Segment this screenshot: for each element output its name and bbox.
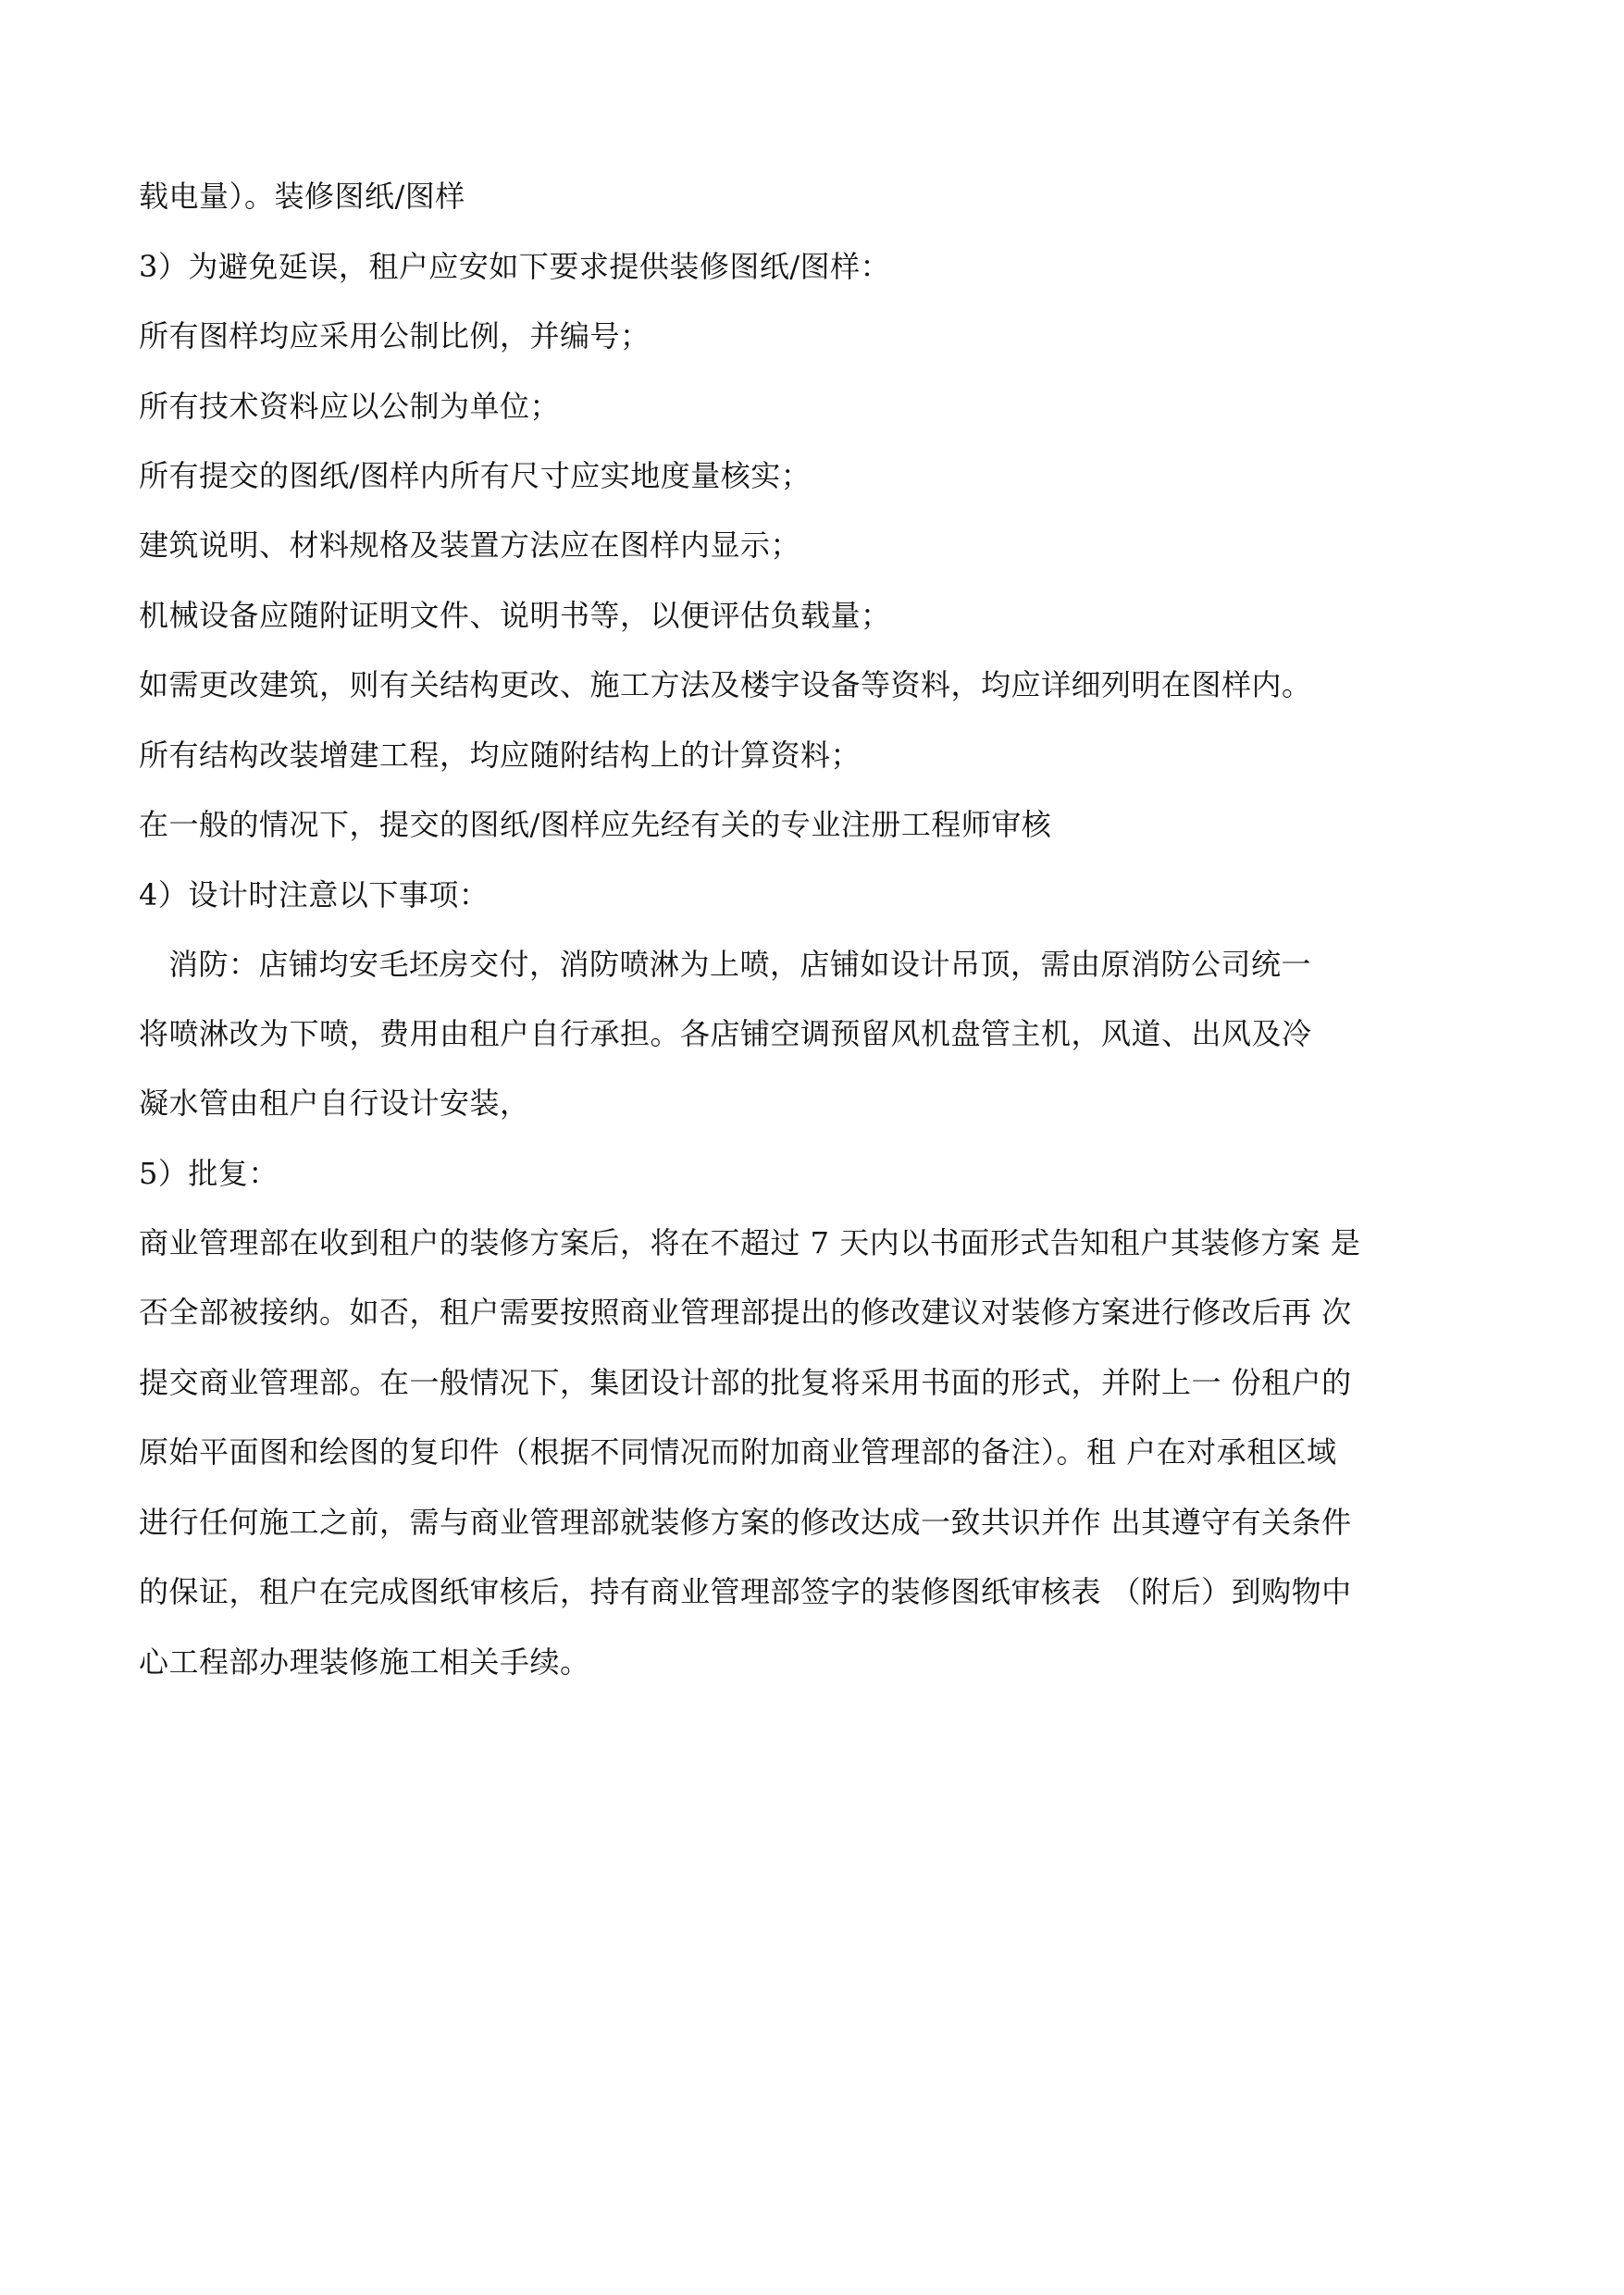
text-line-20: 进行任何施工之前，需与商业管理部就装修方案的修改达成一致共识并作 出其遵守有关条件 <box>139 1505 1352 1540</box>
text-line-12: 消防：店铺均安毛坯房交付，消防喷淋为上喷，店铺如设计吊顶，需由原消防公司统一 <box>168 947 1312 982</box>
text-line-9: 所有结构改装增建工程，均应随附结构上的计算资料； <box>139 738 862 773</box>
text-line-16: 商业管理部在收到租户的装修方案后，将在不超过 7 天内以书面形式告知租户其装修方案 是 <box>139 1225 1361 1260</box>
text-line-21: 的保证，租户在完成图纸审核后，持有商业管理部签字的装修图纸审核表 （附后）到购物中 <box>139 1574 1352 1609</box>
text-line-1: 载电量）。装修图纸/图样 <box>139 179 465 214</box>
text-line-6: 建筑说明、材料规格及装置方法应在图样内显示； <box>139 527 801 563</box>
text-line-3: 所有图样均应采用公制比例，并编号； <box>139 318 651 354</box>
text-line-22: 心工程部办理装修施工相关手续。 <box>139 1644 590 1680</box>
section-5-heading: 5）批复： <box>139 1156 279 1191</box>
section-3-heading: 3）为避免延误，租户应安如下要求提供装修图纸/图样： <box>139 249 891 284</box>
text-line-8: 如需更改建筑，则有关结构更改、施工方法及楼宇设备等资料，均应详细列明在图样内。 <box>139 667 1312 702</box>
text-line-7: 机械设备应随附证明文件、说明书等，以便评估负载量； <box>139 598 891 633</box>
text-line-13: 将喷淋改为下喷，费用由租户自行承担。各店铺空调预留风机盘管主机，风道、出风及冷 <box>139 1016 1312 1051</box>
text-line-14: 凝水管由租户自行设计安装， <box>139 1085 530 1121</box>
text-line-10: 在一般的情况下，提交的图纸/图样应先经有关的专业注册工程师审核 <box>139 807 1052 842</box>
text-line-17: 否全部被接纳。如否，租户需要按照商业管理部提出的修改建议对装修方案进行修改后再 次 <box>139 1295 1352 1330</box>
section-4-heading: 4）设计时注意以下事项： <box>139 877 490 912</box>
text-line-18: 提交商业管理部。在一般情况下，集团设计部的批复将采用书面的形式，并附上一 份租户的 <box>139 1365 1352 1400</box>
text-line-4: 所有技术资料应以公制为单位； <box>139 389 561 424</box>
text-line-5: 所有提交的图纸/图样内所有尺寸应实地度量核实； <box>139 458 812 493</box>
text-line-19: 原始平面图和绘图的复印件（根据不同情况而附加商业管理部的备注）。租 户在对承租区域 <box>139 1434 1337 1470</box>
